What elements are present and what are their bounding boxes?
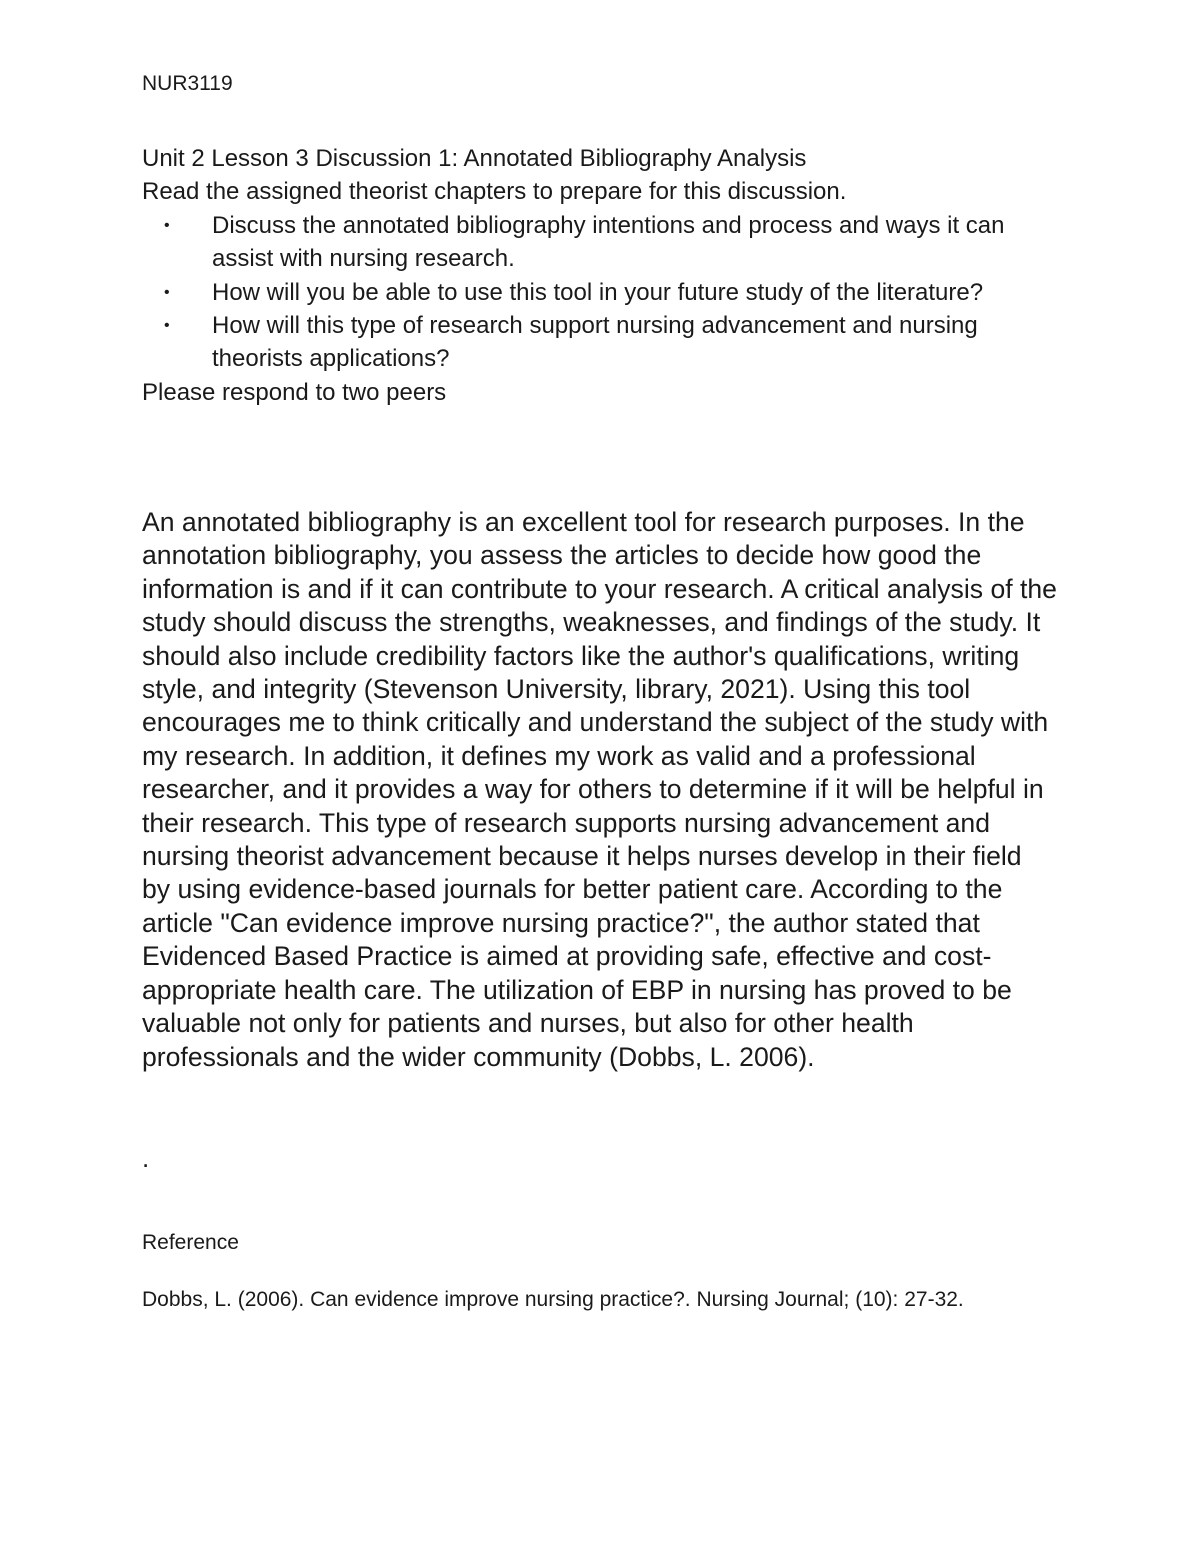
essay-response bbox=[142, 506, 1057, 1074]
prompt-closing: Please respond to two peers bbox=[142, 378, 447, 406]
prompt-bullet-item bbox=[142, 309, 1052, 376]
bullet-icon: • bbox=[164, 216, 170, 234]
trailing-dot: . bbox=[142, 1143, 150, 1173]
essay-paragraph: An annotated bibliography is an excellent tool for research purposes. In the annotation bibliography, you assess the articles to decide how good the information is and if it can contribute to your research. A critical analysis of the study should discuss the strengths, weaknesses, and findings of the study. It should also include credibility factors like the author's qualifications, writing style, and integrity (Stevenson University, library, 2021). Using this tool encourages me to think critically and understand the subject of the study with my research. In addition, it defines my work as valid and a professional researcher, and it provides a way for others to determine if it will be helpful in their research. This type of research supports nursing advancement and nursing theorist advancement because it helps nurses develop in their field by using evidence-based journals for better patient care. According to the article "Can evidence improve nursing practice?", the author stated that Evidenced Based Practice is aimed at providing safe, effective and cost-appropriate health care. The utilization of EBP in nursing has proved to be valuable not only for patients and nurses, but also for other health professionals and the wider community (Dobbs, L. 2006). bbox=[142, 507, 1057, 1072]
course-code: NUR3119 bbox=[142, 72, 233, 95]
prompt-bullet-text: How will this type of research support nursing advancement and nursing theorists applications? bbox=[212, 312, 978, 373]
prompt-bullet-item bbox=[142, 276, 1052, 309]
bullet-icon: • bbox=[164, 283, 170, 301]
prompt-bullet-item bbox=[142, 209, 1052, 276]
prompt-bullet-text: Discuss the annotated bibliography intentions and process and ways it can assist with nursing research. bbox=[212, 211, 1005, 273]
prompt-title: Unit 2 Lesson 3 Discussion 1: Annotated Bibliography Analysis bbox=[142, 145, 807, 172]
reference-heading: Reference bbox=[142, 1231, 239, 1254]
prompt-bullet-list bbox=[142, 209, 1062, 376]
discussion-prompt bbox=[142, 142, 1062, 409]
prompt-bullet-text: How will you be able to use this tool in your future study of the literature? bbox=[212, 278, 984, 306]
prompt-intro: Read the assigned theorist chapters to prepare for this discussion. bbox=[142, 178, 847, 206]
reference-entry bbox=[142, 1284, 1042, 1316]
reference-text: Dobbs, L. (2006). Can evidence improve nursing practice?. Nursing Journal; (10): 27-32. bbox=[142, 1288, 964, 1311]
bullet-icon: • bbox=[164, 317, 170, 335]
